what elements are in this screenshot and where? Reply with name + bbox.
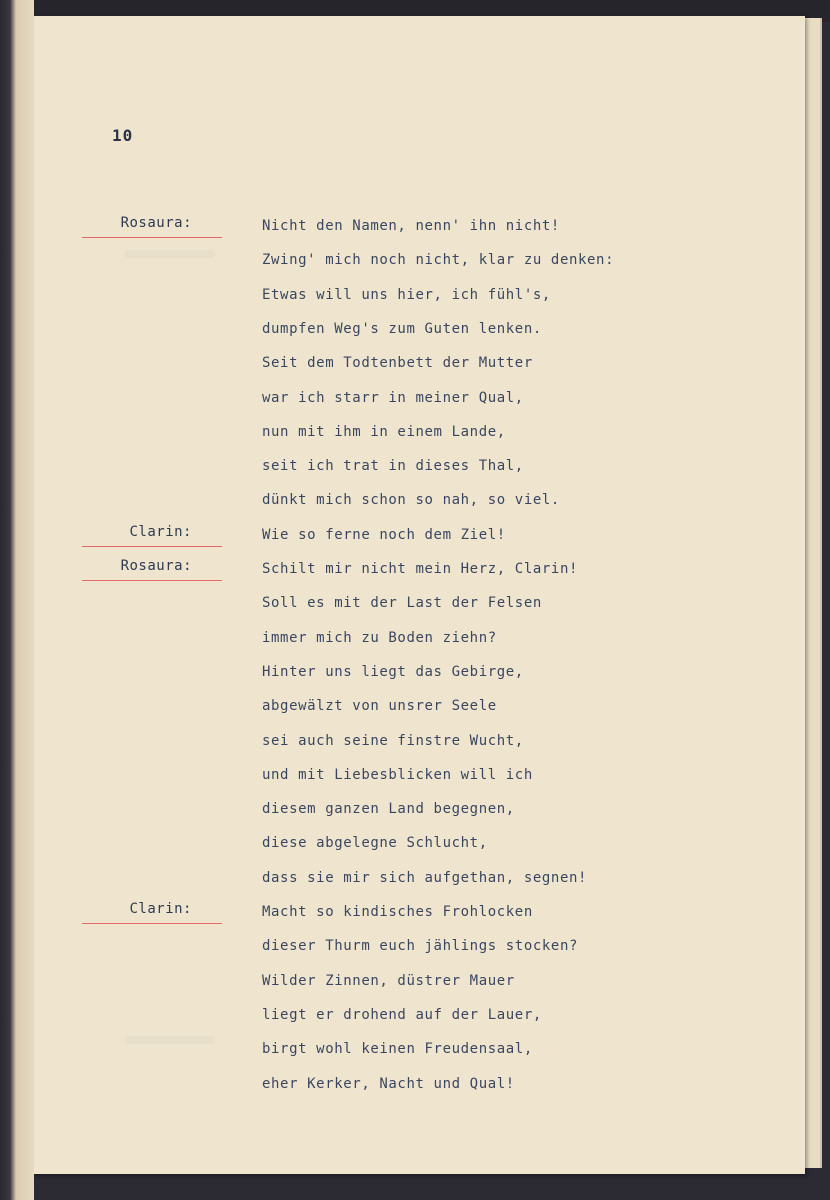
speaker-underline (82, 237, 222, 238)
speaker-label (82, 524, 222, 547)
verse-line: Hinter uns liegt das Gebirge, (262, 663, 524, 680)
verse-line: und mit Liebesblicken will ich (262, 766, 533, 783)
verse-line: Schilt mir nicht mein Herz, Clarin! (262, 561, 579, 577)
verse-line: Etwas will uns hier, ich fühl's, (262, 286, 551, 303)
speaker-name: Rosaura: (120, 215, 192, 231)
speaker-underline (82, 580, 222, 581)
verse-line: Zwing' mich noch nicht, klar zu denken: (262, 252, 615, 269)
verse-line: nun mit ihm in einem Lande, (262, 423, 506, 440)
speaker-name: Rosaura: (120, 558, 192, 574)
verse-line: dünkt mich schon so nah, so viel. (262, 492, 560, 509)
verse-line: Wilder Zinnen, düstrer Mauer (262, 972, 515, 989)
speaker-name: Clarin: (129, 523, 192, 540)
bleed-through-mark (125, 250, 215, 258)
verse-line: dieser Thurm euch jählings stocken? (262, 938, 579, 955)
verse-line: seit ich trat in dieses Thal, (262, 458, 524, 475)
verse-line: Wie so ferne noch dem Ziel! (262, 526, 506, 543)
bleed-through-mark (125, 1036, 215, 1044)
verse-line: immer mich zu Boden ziehn? (262, 629, 497, 646)
verse-line: diese abgelegne Schlucht, (262, 835, 488, 852)
verse-line: Seit dem Todtenbett der Mutter (262, 355, 533, 372)
speaker-label (82, 901, 222, 924)
speaker-underline (82, 546, 222, 547)
speaker-label (82, 215, 222, 238)
verse-line: Soll es mit der Last der Felsen (262, 595, 542, 612)
verse-line: sei auch seine finstre Wucht, (262, 732, 524, 749)
verse-line: Nicht den Namen, nenn' ihn nicht! (262, 218, 560, 234)
verse-line: war ich starr in meiner Qual, (262, 389, 524, 406)
verse-line: diesem ganzen Land begegnen, (262, 801, 515, 818)
verse-line: birgt wohl keinen Freudensaal, (262, 1041, 533, 1058)
speaker-name: Clarin: (129, 901, 192, 917)
verse-line: eher Kerker, Nacht und Qual! (262, 1075, 515, 1092)
verse-line: abgewälzt von unsrer Seele (262, 698, 497, 715)
book-binding (0, 0, 34, 1200)
speaker-underline (82, 923, 222, 924)
verse-line: Macht so kindisches Frohlocken (262, 904, 533, 920)
verse-line: liegt er drohend auf der Lauer, (262, 1006, 542, 1023)
page-number: 10 (112, 126, 134, 145)
verse-line: dass sie mir sich aufgethan, segnen! (262, 869, 588, 886)
speaker-label (82, 558, 222, 581)
verse-line: dumpfen Weg's zum Guten lenken. (262, 320, 542, 337)
